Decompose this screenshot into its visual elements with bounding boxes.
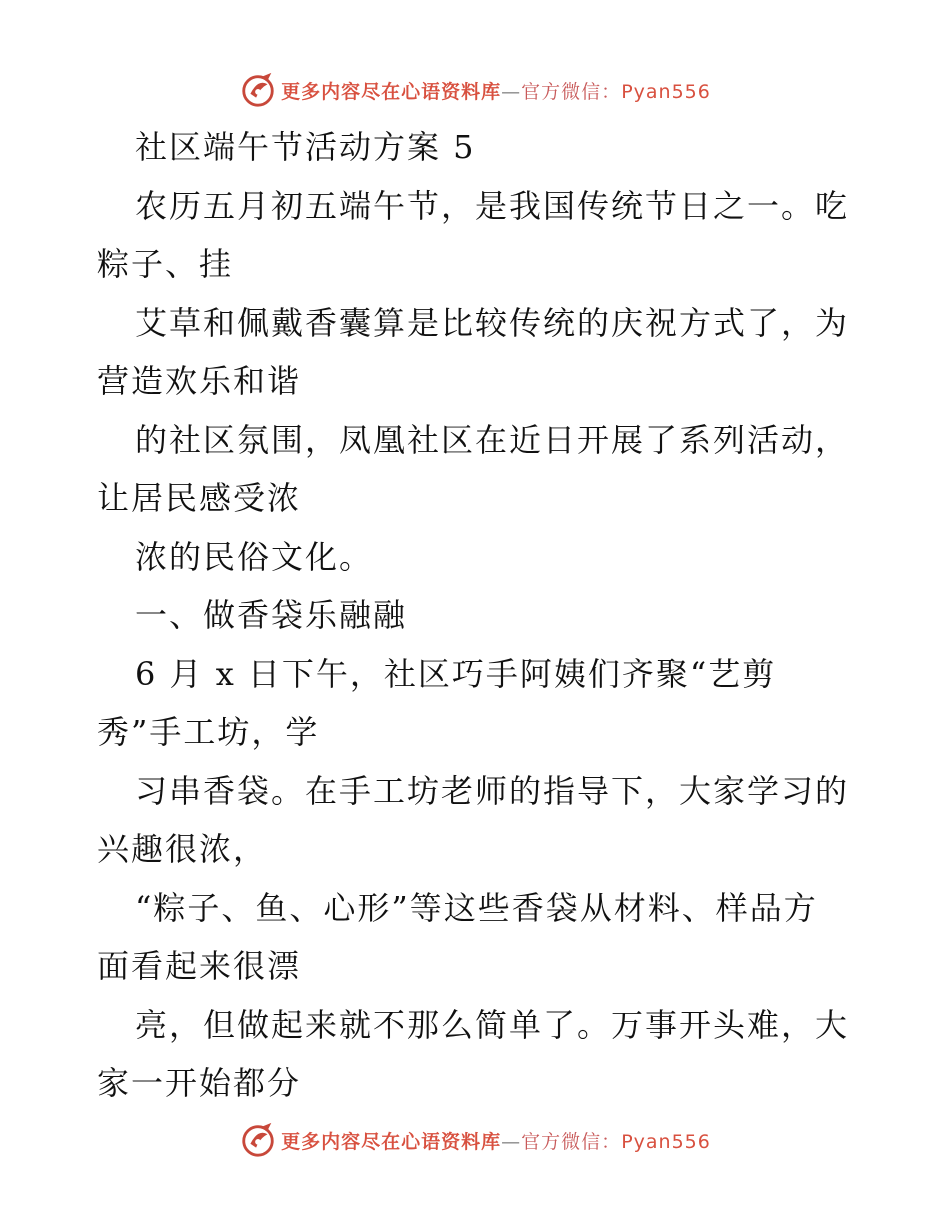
banner-wechat-id: Pyan556	[621, 80, 711, 103]
brand-logo-icon	[239, 71, 277, 109]
text-line: 农历五月初五端午节，是我国传统节日之一。吃	[135, 186, 850, 225]
banner-dash: —	[501, 1130, 522, 1153]
text-line: “粽子、鱼、心形”等这些香袋从材料、样品方	[135, 888, 818, 927]
text-line: 社区端午节活动方案 5	[135, 128, 476, 166]
text-line: 一、做香袋乐融融	[135, 596, 408, 634]
banner-text	[281, 1127, 711, 1154]
banner-main-text: 更多内容尽在心语资料库	[281, 1130, 502, 1153]
text-line: 营造欢乐和谐	[97, 362, 302, 400]
text-line: 让居民感受浓	[97, 479, 302, 517]
text-line: 习串香袋。在手工坊老师的指导下，大家学习的	[135, 771, 850, 810]
banner-wechat-id: Pyan556	[621, 1130, 711, 1153]
text-line: 6 月 x 日下午，社区巧手阿姨们齐聚“艺剪	[135, 654, 777, 693]
banner-wechat-label: 官方微信：	[521, 80, 622, 103]
banner-main-text: 更多内容尽在心语资料库	[281, 80, 502, 103]
footer-watermark	[0, 1120, 950, 1160]
document-body	[97, 118, 857, 1113]
brand-logo-icon	[239, 1121, 277, 1159]
banner-wechat-label: 官方微信：	[521, 1130, 622, 1153]
text-line: 粽子、挂	[97, 245, 234, 283]
text-line: 的社区氛围，凤凰社区在近日开展了系列活动，	[135, 420, 850, 459]
text-line: 艾草和佩戴香囊算是比较传统的庆祝方式了，为	[135, 303, 850, 342]
text-line: 秀”手工坊，学	[97, 713, 320, 751]
text-line: 兴趣很浓，	[97, 830, 268, 868]
banner-text	[281, 77, 711, 104]
text-line: 面看起来很漂	[97, 947, 302, 985]
text-line: 亮，但做起来就不那么简单了。万事开头难，大	[135, 1005, 850, 1044]
text-line: 家一开始都分	[97, 1064, 302, 1102]
text-line: 浓的民俗文化。	[135, 537, 374, 576]
banner-dash: —	[501, 80, 522, 103]
header-watermark	[0, 70, 950, 110]
